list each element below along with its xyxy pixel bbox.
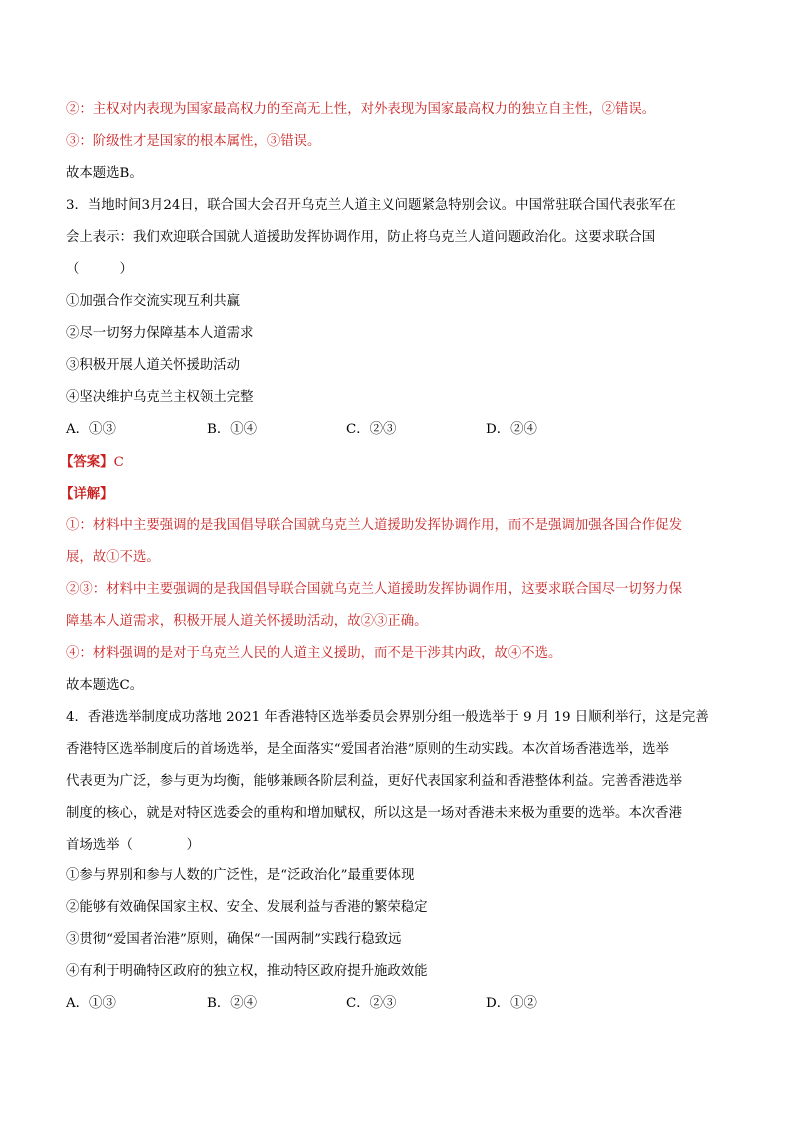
answer-value: C bbox=[113, 455, 124, 470]
prev-conclusion: 故本题选B。 bbox=[66, 166, 143, 181]
q3-item-3: ③积极开展人道关怀援助活动 bbox=[66, 358, 241, 373]
q3-stem-line-1: 3．当地时间3月24日，联合国大会召开乌克兰人道主义问题紧急特别会议。中国常驻联合国代表张军在 bbox=[66, 198, 676, 213]
q3-answer-paren: （ ） bbox=[66, 262, 133, 277]
q3-detail-5: ④：材料强调的是对于乌克兰人民的人道主义援助，而不是干涉其内政，故④不选。 bbox=[66, 646, 562, 661]
q4-option-d: D．①② bbox=[486, 996, 537, 1011]
q3-item-1: ①加强合作交流实现互利共赢 bbox=[66, 294, 241, 309]
q3-option-a: A．①③ bbox=[66, 422, 116, 437]
answer-tag: 【答案】 bbox=[60, 454, 114, 470]
q3-detail-1: ①：材料中主要强调的是我国倡导联合国就乌克兰人道援助发挥协调作用，而不是强调加强各国合作促发 bbox=[66, 518, 682, 533]
q3-detail-3: ②③：材料中主要强调的是我国倡导联合国就乌克兰人道援助发挥协调作用，这要求联合国尽一切努力保 bbox=[66, 582, 682, 597]
q3-detail-4: 障基本人道需求，积极开展人道关怀援助活动，故②③正确。 bbox=[66, 614, 428, 629]
q3-option-d: D．②④ bbox=[486, 422, 537, 437]
q3-conclusion: 故本题选C。 bbox=[66, 678, 144, 693]
q4-item-2: ②能够有效确保国家主权、安全、发展利益与香港的繁荣稳定 bbox=[66, 900, 428, 915]
q3-detail-2: 展，故①不选。 bbox=[66, 550, 160, 565]
q4-item-1: ①参与界别和参与人数的广泛性，是“泛政治化”最重要体现 bbox=[66, 868, 415, 883]
q3-answer-line bbox=[60, 452, 124, 473]
prev-explanation-line-2: ②：主权对内表现为国家最高权力的至高无上性，对外表现为国家最高权力的独立自主性，②错误。 bbox=[66, 102, 656, 117]
q3-item-2: ②尽一切努力保障基本人道需求 bbox=[66, 326, 254, 341]
q3-stem-line-2: 会上表示：我们欢迎联合国就人道援助发挥协调作用，防止将乌克兰人道问题政治化。这要求联合国 bbox=[66, 230, 656, 245]
q4-option-b: B．②④ bbox=[207, 996, 258, 1011]
q4-option-a: A．①③ bbox=[66, 996, 116, 1011]
q4-item-4: ④有利于明确特区政府的独立权，推动特区政府提升施政效能 bbox=[66, 964, 428, 979]
q4-stem-line-1: 4．香港选举制度成功落地 2021 年香港特区选举委员会界别分组一般选举于 9 月 19 日顺利举行，这是完善 bbox=[66, 710, 709, 725]
q3-detail-line bbox=[60, 484, 114, 505]
q4-item-3: ③贯彻“爱国者治港”原则，确保“一国两制”实践行稳致远 bbox=[66, 932, 402, 947]
q4-stem-line-5: 首场选举（ ） bbox=[66, 838, 200, 853]
q4-stem-line-3: 代表更为广泛，参与更为均衡，能够兼顾各阶层利益，更好代表国家利益和香港整体利益。完善香港选举 bbox=[66, 774, 682, 789]
q4-stem-line-2: 香港特区选举制度后的首场选举，是全面落实“爱国者治港”原则的生动实践。本次首场香港选举，选举 bbox=[66, 742, 669, 757]
q3-option-c: C．②③ bbox=[346, 422, 397, 437]
detail-tag: 【详解】 bbox=[60, 486, 114, 502]
q4-stem-line-4: 制度的核心，就是对特区选委会的重构和增加赋权，所以这是一场对香港未来极为重要的选举。本次香港 bbox=[66, 806, 682, 821]
prev-explanation-line-3: ③：阶级性才是国家的根本属性，③错误。 bbox=[66, 134, 321, 149]
q3-option-b: B．①④ bbox=[207, 422, 258, 437]
q3-item-4: ④坚决维护乌克兰主权领土完整 bbox=[66, 390, 254, 405]
q4-option-c: C．②③ bbox=[346, 996, 397, 1011]
